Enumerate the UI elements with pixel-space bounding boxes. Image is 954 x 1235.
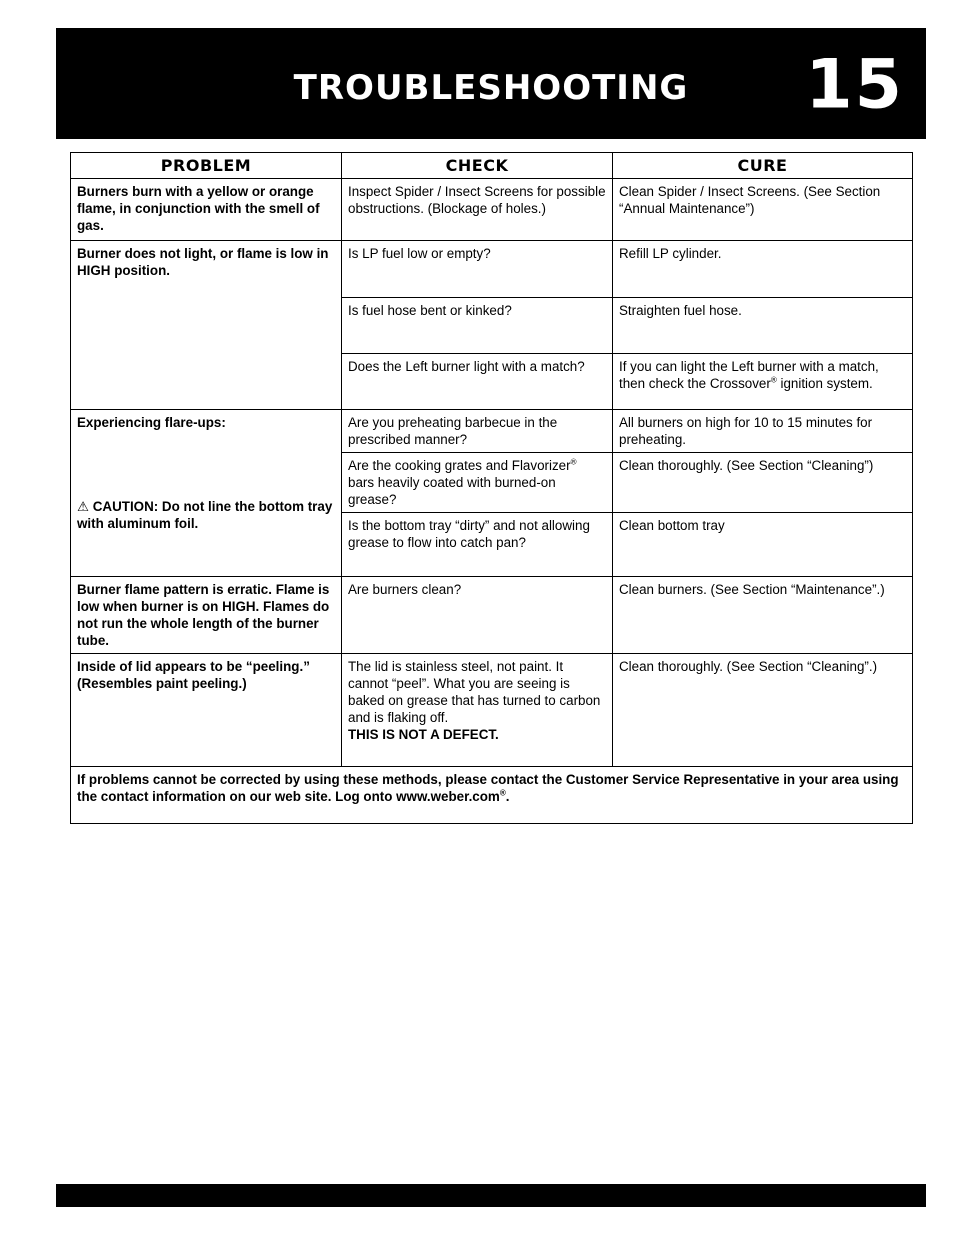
check-text: The lid is stainless steel, not paint. It cannot “peel”. What you are seeing is baked on grease that has turned to carbon and is flaking off. — [348, 659, 601, 725]
cure-cell: Clean thoroughly. (See Section “Cleaning”.) — [613, 654, 913, 767]
cure-cell: Clean thoroughly. (See Section “Cleaning”) — [613, 453, 913, 513]
check-cell: Are you preheating barbecue in the prescribed manner? — [342, 410, 613, 453]
problem-cell — [71, 410, 342, 577]
registered-mark: ® — [499, 788, 506, 798]
check-text: Are the cooking grates and Flavorizer — [348, 458, 571, 473]
check-text-end: bars heavily coated with burned-on grease? — [348, 475, 556, 507]
defect-note: THIS IS NOT A DEFECT. — [348, 727, 499, 742]
problem-cell: Burner does not light, or flame is low in HIGH position. — [71, 241, 342, 410]
table-row — [71, 241, 913, 298]
cure-cell: All burners on high for 10 to 15 minutes for preheating. — [613, 410, 913, 453]
cure-text-end: ignition system. — [776, 376, 873, 391]
check-cell: Inspect Spider / Insect Screens for possible obstructions. (Blockage of holes.) — [342, 179, 613, 241]
problem-text: Experiencing flare-ups: — [77, 415, 226, 430]
caution-text: CAUTION: Do not line the bottom tray with aluminum foil. — [77, 499, 333, 531]
table-row — [71, 410, 913, 453]
cure-cell: Clean burners. (See Section “Maintenance”.) — [613, 577, 913, 654]
page-footer-bar — [56, 1184, 926, 1207]
contact-text-end: . — [505, 789, 510, 804]
column-header-check: CHECK — [342, 153, 613, 179]
check-cell: Is fuel hose bent or kinked? — [342, 298, 613, 354]
page-header — [56, 28, 926, 139]
problem-cell: Inside of lid appears to be “peeling.” (Resembles paint peeling.) — [71, 654, 342, 767]
cure-cell: Refill LP cylinder. — [613, 241, 913, 298]
warning-icon: ⚠ — [77, 499, 90, 514]
cure-cell: Straighten fuel hose. — [613, 298, 913, 354]
table-row — [71, 179, 913, 241]
cure-cell: Clean Spider / Insect Screens. (See Section “Annual Maintenance”) — [613, 179, 913, 241]
page-title: TROUBLESHOOTING — [293, 68, 689, 108]
problem-cell: Burner flame pattern is erratic. Flame is low when burner is on HIGH. Flames do not run the whole length of the burner tube. — [71, 577, 342, 654]
caution-note — [77, 498, 335, 532]
check-cell: Does the Left burner light with a match? — [342, 354, 613, 410]
registered-mark: ® — [770, 375, 777, 385]
check-cell — [342, 654, 613, 767]
cure-text: If you can light the Left burner with a match, then check the Crossover — [619, 359, 879, 391]
check-cell: Is LP fuel low or empty? — [342, 241, 613, 298]
check-cell — [342, 453, 613, 513]
table-footer-row — [71, 767, 913, 824]
table-row — [71, 577, 913, 654]
cure-cell: Clean bottom tray — [613, 513, 913, 577]
check-cell: Are burners clean? — [342, 577, 613, 654]
column-header-problem: PROBLEM — [71, 153, 342, 179]
contact-note — [71, 767, 913, 824]
contact-text: If problems cannot be corrected by using these methods, please contact the Customer Service Representative in your area using the contact information on our web site. Log onto www.weber.com — [77, 772, 899, 804]
column-header-cure: CURE — [613, 153, 913, 179]
registered-mark: ® — [570, 457, 577, 467]
table-header-row — [71, 153, 913, 179]
page-number: 15 — [805, 45, 904, 125]
cure-cell — [613, 354, 913, 410]
problem-cell: Burners burn with a yellow or orange flame, in conjunction with the smell of gas. — [71, 179, 342, 241]
check-cell: Is the bottom tray “dirty” and not allowing grease to flow into catch pan? — [342, 513, 613, 577]
spacer — [77, 431, 335, 498]
troubleshooting-table — [70, 152, 913, 824]
table-row — [71, 654, 913, 767]
